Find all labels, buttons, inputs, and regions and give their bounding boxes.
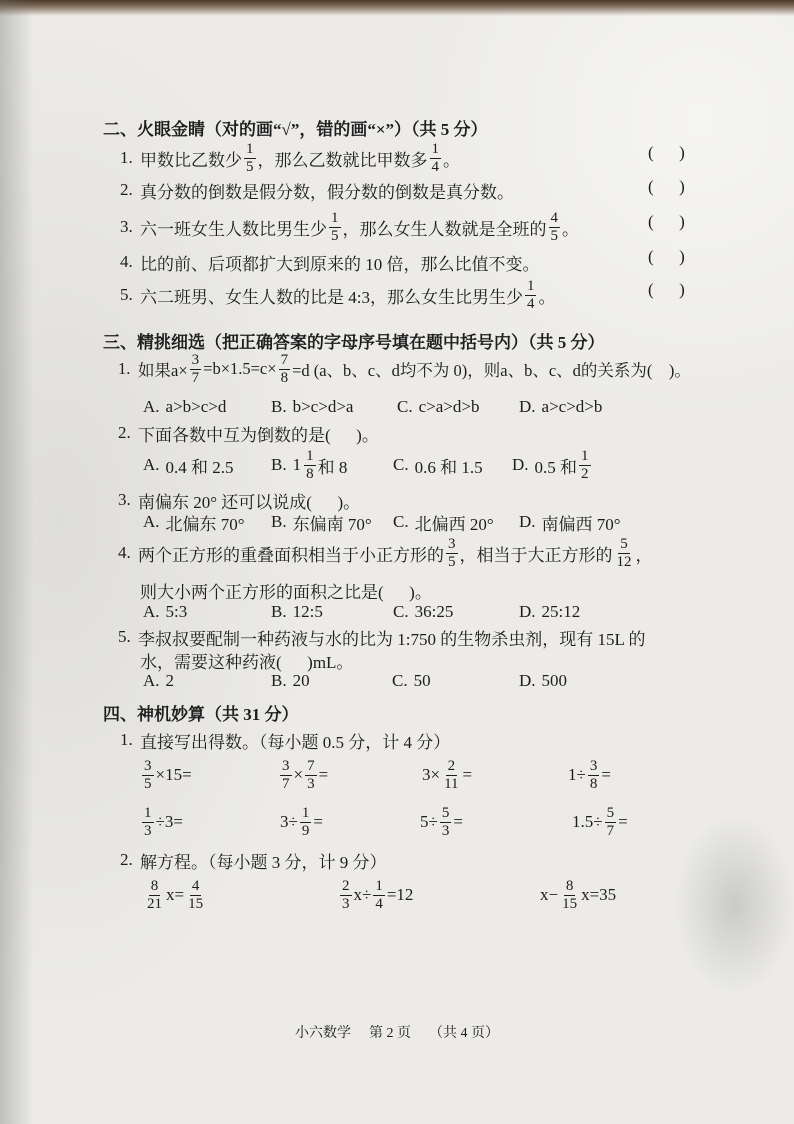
text-segment: ×15= [155,765,192,784]
fraction-numerator: 1 [375,877,383,894]
option-text [419,397,480,417]
fraction [186,879,205,912]
text-segment: ÷3= [155,812,183,831]
text-segment: 比的前、后项都扩大到原来的 10 倍，那么比值不变。 [140,254,540,274]
oral-calc-expression [278,757,328,793]
text-segment: 六一班女生人数比男生少 [140,219,327,239]
option-label: A. [143,602,160,621]
text-segment: ， [635,545,653,565]
equation-expression [540,879,616,912]
footer-page-number: 第 2 页 [369,1026,411,1041]
answer-blank: ( ) [648,177,685,196]
choice-2-option-c [393,447,483,483]
fraction [142,806,154,839]
oral-calc-expression [420,804,463,840]
choice-2-option-a [143,447,234,483]
item-text [140,142,460,175]
fraction-denominator: 9 [301,822,310,839]
fraction [244,142,256,175]
text-segment: 5÷ [420,812,438,831]
fraction [304,449,316,482]
option-label: B. [271,671,287,690]
equation-instruction [120,842,387,878]
fraction-denominator: 12 [616,553,632,570]
fraction-numerator: 5 [441,804,450,821]
option-text [293,510,372,535]
item-number: 1. [120,148,133,167]
expression [280,806,323,839]
question-text [138,537,653,570]
text-segment: = [313,812,323,831]
fraction [430,142,442,175]
text-segment: c>a>d>b [418,397,480,416]
option-text [293,449,348,482]
fraction-numerator: 1 [306,447,314,464]
item-text [140,279,555,312]
judge-item-3 [120,209,579,245]
option-label: C. [393,512,409,531]
question-text [138,421,379,446]
equation [540,877,616,913]
text-segment: 12:5 [292,602,323,621]
equation-expression [143,879,207,912]
option-text [415,453,483,478]
option-label: B. [271,512,287,531]
section-choice-heading: 三、精挑细选（把正确答案的字母序号填在题中括号内）（共 5 分） [103,332,605,352]
oral-calc-expression [140,804,183,840]
text-segment: 和 8 [317,457,348,477]
option-text [166,510,245,535]
option-label: D. [519,671,536,690]
text-segment: =12 [386,885,414,904]
text-segment: 3÷ [280,812,298,831]
text-segment: 水，需要这种药液( )mL。 [140,652,354,672]
option-label: B. [271,397,287,416]
footer-subject: 小六数学 [295,1026,351,1041]
text-segment: 25:12 [541,602,581,621]
fraction-numerator: 8 [150,877,159,894]
text-segment: 北偏东 70° [165,514,245,534]
choice-5-option-c [392,663,431,699]
text-segment: 1÷ [568,765,586,784]
question-number: 2. [118,423,131,442]
fraction-denominator: 21 [147,895,162,912]
fraction-numerator: 1 [431,140,439,157]
choice-5-option-d [519,663,567,699]
fraction-denominator: 8 [306,465,314,482]
fraction-numerator: 2 [342,877,350,894]
fraction-denominator: 4 [375,895,383,912]
text-segment: a>b>c>d [165,397,227,416]
fraction-denominator: 7 [282,775,290,792]
expression [568,759,611,792]
text-segment: 南偏东 20° 还可以说成( )。 [138,492,361,512]
fraction-denominator: 3 [307,775,315,792]
option-label: D. [512,455,529,474]
item-text [140,250,540,275]
option-label: B. [271,455,287,474]
option-label: A. [143,397,160,416]
sub-question-number: 1. [120,730,133,749]
choice-question-1 [118,351,691,387]
answer-blank: ( ) [648,280,685,299]
fraction-numerator: 5 [620,535,628,552]
fraction-denominator: 3 [441,822,450,839]
question-number: 3. [118,490,131,509]
text-segment: 李叔叔要配制一种药液与水的比为 1:750 的生物杀虫剂，现有 15L 的 [138,629,646,649]
fraction-numerator: 1 [246,140,254,157]
paper-side-shadow [0,0,34,1124]
answer-blank: ( ) [648,247,685,266]
text-segment: 两个正方形的重叠面积相当于小正方形的 [138,545,444,565]
fraction-denominator: 7 [606,822,615,839]
text-segment: 0.5 和 [534,457,578,477]
text-segment: = [318,765,329,784]
choice-1-option-c [397,389,479,425]
fraction-numerator: 4 [550,209,558,226]
fraction [560,879,579,912]
item-text [140,178,514,203]
text-segment: 则大小两个正方形的面积之比是( )。 [140,582,432,602]
fraction-numerator: 3 [191,351,200,368]
item-number: 4. [120,252,133,271]
fraction-numerator: 1 [581,447,589,464]
text-segment: 50 [413,671,431,690]
fraction-denominator: 11 [444,775,459,792]
fraction-denominator: 5 [331,227,339,244]
fraction [305,759,317,792]
option-label: B. [271,602,287,621]
question-number: 1. [118,359,131,378]
fraction-numerator: 3 [448,535,456,552]
fraction-numerator: 7 [307,757,315,774]
fraction [329,211,341,244]
mixed-number-whole: 1 [292,455,302,474]
fraction-denominator: 8 [280,369,289,386]
fraction-numerator: 3 [589,757,598,774]
option-label: C. [397,397,413,416]
equation [338,877,413,913]
fraction-denominator: 3 [342,895,350,912]
fraction [340,879,352,912]
fraction-numerator: 3 [282,757,290,774]
text-segment: × [293,765,304,784]
item-number: 5. [120,285,133,304]
fraction [279,353,291,386]
fraction-numerator: 4 [191,877,200,894]
answer-blank: ( ) [648,143,685,162]
fraction-denominator: 5 [448,553,456,570]
fraction [588,759,600,792]
sub-question-title: 直接写出得数。（每小题 0.5 分，计 4 分） [140,732,451,752]
fraction-numerator: 8 [565,877,574,894]
text-segment: 500 [541,671,568,690]
text-segment: 5:3 [165,602,188,621]
equation-expression [338,879,413,912]
fraction [300,806,312,839]
sub-question-title: 解方程。（每小题 3 分，计 9 分） [140,852,387,872]
oral-calc-expression [568,757,611,793]
text-segment: 下面各数中互为倒数的是( )。 [138,425,379,445]
option-text [542,397,603,417]
fraction-denominator: 5 [144,775,152,792]
fraction-numerator: 5 [606,804,615,821]
fraction [446,537,458,570]
fraction [615,537,634,570]
question-text [138,353,691,386]
option-text [535,449,593,482]
text-segment: 。 [538,287,556,307]
page-footer [0,1014,794,1050]
fraction-denominator: 15 [562,895,578,912]
text-segment: = [462,765,473,784]
text-segment: 0.4 和 2.5 [165,457,234,477]
option-text [166,397,227,417]
section-calc-heading: 四、神机妙算（共 31 分） [103,704,299,724]
text-segment: x= [166,885,185,904]
fraction [142,759,154,792]
choice-2-option-b [271,447,347,483]
oral-calc-expression [140,757,192,793]
text-segment: 南偏西 70° [541,514,621,534]
judge-item-5 [120,277,555,313]
option-label: C. [392,671,408,690]
fraction-denominator: 15 [188,895,204,912]
item-text [140,211,579,244]
fraction [525,279,537,312]
text-segment: a>c>d>b [541,397,603,416]
option-text [293,397,354,417]
text-segment: 六二班男、女生人数的比是 4:3，那么女生比男生少 [140,287,523,307]
text-segment: = [618,812,628,831]
text-segment: 20 [292,671,310,690]
option-text [414,671,431,691]
equation [143,877,207,913]
option-label: A. [143,671,160,690]
text-segment: x− [540,885,559,904]
text-segment: 0.6 和 1.5 [414,457,483,477]
fraction-numerator: 2 [447,757,456,774]
text-segment: 1.5÷ [572,812,603,831]
text-segment: x÷ [353,885,372,904]
fraction-numerator: 3 [144,757,152,774]
option-label: A. [143,512,160,531]
text-segment: = [601,765,611,784]
text-segment: =d (a、b、c、d均不为 0)，则a、b、c、d的关系为( )。 [292,361,691,380]
text-segment: 36:25 [414,602,454,621]
oral-calc-expression [422,757,472,793]
option-text [166,671,175,691]
fraction [280,759,292,792]
text-segment: =b×1.5=c× [203,359,277,378]
fraction-denominator: 4 [431,158,439,175]
choice-2-option-d [512,447,593,483]
expression [572,806,628,839]
fraction-denominator: 2 [581,465,589,482]
fraction-denominator: 4 [526,295,535,312]
question-number: 4. [118,543,131,562]
text-segment: b>c>d>a [292,397,354,416]
option-label: C. [393,602,409,621]
judge-item-2 [120,172,514,208]
option-text [542,671,568,691]
judge-item-4 [120,244,540,280]
text-segment: 2 [165,671,175,690]
text-segment: = [453,812,463,831]
fraction [373,879,385,912]
text-segment: ，那么女生人数就是全班的 [342,219,547,239]
fraction [190,353,202,386]
fraction [145,879,164,912]
section-judge-heading: 二、火眼金睛（对的画“√”，错的画“×”）（共 5 分） [103,119,488,139]
text-segment: x=35 [581,885,617,904]
option-label: D. [519,397,536,416]
footer-page-total: （共 4 页） [429,1026,499,1041]
question-number: 5. [118,627,131,646]
fraction-numerator: 1 [301,804,310,821]
text-segment: 甲数比乙数少 [140,150,242,170]
judge-item-1 [120,140,460,176]
fraction [440,806,452,839]
fraction-denominator: 5 [550,227,558,244]
oral-calc-instruction [120,722,450,758]
fraction-denominator: 3 [144,822,152,839]
fraction [579,449,591,482]
answer-blank: ( ) [648,212,685,231]
fraction-denominator: 5 [246,158,254,175]
expression [278,759,328,792]
fraction-numerator: 1 [144,804,152,821]
item-number: 2. [120,180,133,199]
fraction [442,759,460,792]
paper-edge-shadow [0,0,794,16]
option-label: C. [393,455,409,474]
option-text [293,671,310,691]
choice-1-option-d [519,389,602,425]
text-segment: 东偏南 70° [292,514,372,534]
text-segment: 3× [422,765,441,784]
choice-question-2 [118,415,379,451]
text-segment: 。 [562,219,579,239]
fraction-numerator: 7 [280,351,289,368]
expression [140,806,183,839]
oral-calc-expression [280,804,323,840]
text-segment: ，相当于大正方形的 [459,545,613,565]
fraction [605,806,617,839]
text-segment: ，那么乙数就比甲数多 [257,150,428,170]
text-segment: 。 [443,150,460,170]
fraction [549,211,561,244]
option-label: A. [143,455,160,474]
expression [140,759,192,792]
fraction-denominator: 7 [191,369,200,386]
option-text [542,510,621,535]
text-segment: 如果a× [138,361,188,380]
option-label: D. [519,602,536,621]
option-text [415,510,494,535]
choice-question-4 [118,535,653,571]
text-segment: 真分数的倒数是假分数，假分数的倒数是真分数。 [140,182,514,202]
sub-question-number: 2. [120,850,133,869]
fraction-numerator: 1 [331,209,339,226]
fraction-numerator: 1 [526,277,535,294]
expression [422,759,472,792]
item-number: 3. [120,217,133,236]
expression [420,806,463,839]
option-text [166,453,234,478]
oral-calc-expression [572,804,628,840]
text-segment: 北偏西 20° [414,514,494,534]
option-label: D. [519,512,536,531]
fraction-denominator: 8 [589,775,598,792]
